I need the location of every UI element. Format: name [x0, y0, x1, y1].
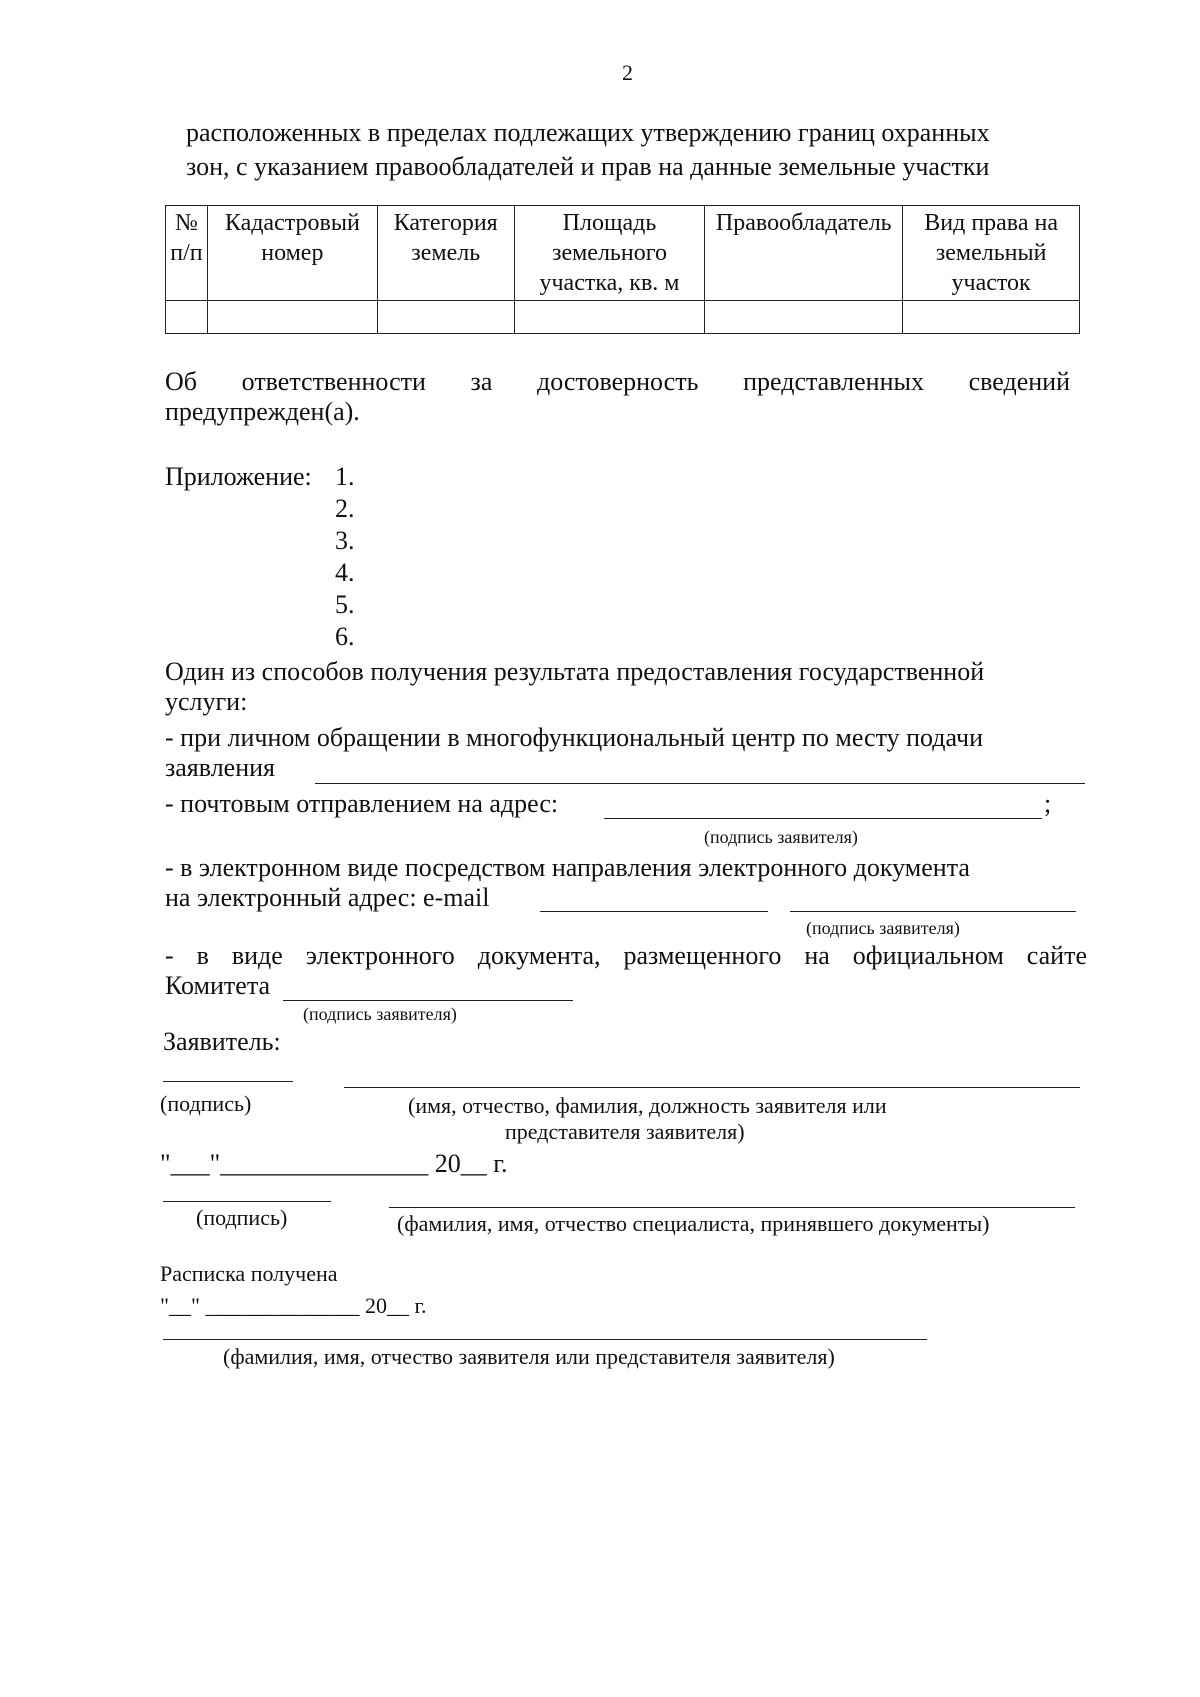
method-4-line-2: Комитета [165, 971, 271, 1000]
attachment-item: 3. [335, 526, 355, 555]
header-right-type: Вид права на земельный участок [903, 206, 1080, 301]
method-1-blank-line[interactable] [315, 783, 1085, 784]
attachment-item: 1. [335, 462, 355, 491]
caption-applicant-name-line-1: (имя, отчество, фамилия, должность заявителя или [408, 1093, 887, 1118]
method-intro-line-1: Один из способов получения результата предоставления государственной [165, 657, 985, 686]
caption-receipt-name: (фамилия, имя, отчество заявителя или представителя заявителя) [223, 1344, 835, 1369]
header-owner: Правообладатель [705, 206, 903, 301]
table-cell[interactable] [166, 301, 208, 334]
specialist-signature-line[interactable] [163, 1201, 331, 1202]
intro-line-2: зон, с указанием правообладателей и прав на данные земельные участки [186, 152, 990, 181]
responsibility-line-2: предупрежден(а). [165, 397, 360, 426]
caption-signature: (подпись) [160, 1091, 252, 1116]
method-2-text: - почтовым отправлением на адрес: [165, 789, 559, 818]
date-line-2[interactable]: "__" ______________ 20__ г. [160, 1293, 427, 1318]
header-area: Площадь земельного участка, кв. м [514, 206, 705, 301]
attachment-item: 6. [335, 622, 355, 651]
attachment-item: 2. [335, 494, 355, 523]
receipt-name-line[interactable] [163, 1339, 927, 1340]
address-blank-line[interactable] [604, 818, 1042, 819]
method-3-line-2: на электронный адрес: e-mail [165, 883, 490, 912]
page-number: 2 [622, 60, 633, 85]
table-cell[interactable] [377, 301, 514, 334]
header-cadastral-number: Кадастровый номер [207, 206, 377, 301]
method-3-line-1: - в электронном виде посредством направления электронного документа [165, 853, 970, 882]
intro-line-1: расположенных в пределах подлежащих утверждению границ охранных [186, 118, 990, 147]
email-blank-line[interactable] [540, 911, 768, 912]
email-signature-line[interactable] [790, 911, 1076, 912]
caption-specialist: (фамилия, имя, отчество специалиста, принявшего документы) [397, 1211, 990, 1236]
header-land-category: Категория земель [377, 206, 514, 301]
applicant-signature-line[interactable] [163, 1081, 293, 1082]
table-cell[interactable] [514, 301, 705, 334]
date-line-1[interactable]: "___"________________ 20__ г. [160, 1149, 508, 1178]
table-cell[interactable] [903, 301, 1080, 334]
table-header-row [166, 206, 1080, 301]
table-row [166, 301, 1080, 334]
signature-caption-2: (подпись заявителя) [806, 918, 960, 938]
attachment-label: Приложение: [165, 462, 312, 491]
header-number: № п/п [166, 206, 208, 301]
attachment-item: 5. [335, 590, 355, 619]
specialist-name-line[interactable] [389, 1207, 1075, 1208]
applicant-label: Заявитель: [163, 1027, 281, 1056]
caption-signature-2: (подпись) [196, 1205, 288, 1230]
signature-caption-3: (подпись заявителя) [303, 1004, 457, 1024]
table-cell[interactable] [207, 301, 377, 334]
receipt-label: Расписка получена [160, 1261, 338, 1286]
method-1-line-2: заявления [165, 753, 276, 782]
attachment-item: 4. [335, 558, 355, 587]
method-intro-line-2: услуги: [165, 687, 248, 716]
applicant-name-line[interactable] [344, 1087, 1080, 1088]
signature-caption-1: (подпись заявителя) [704, 827, 858, 847]
caption-applicant-name-line-2: представителя заявителя) [505, 1119, 745, 1144]
method-2-end: ; [1044, 789, 1052, 818]
method-1-line-1: - при личном обращении в многофункциональный центр по месту подачи [165, 723, 983, 752]
method-4-line-1: - в виде электронного документа, размещенного на официальном сайте [165, 941, 1087, 970]
table-cell[interactable] [705, 301, 903, 334]
responsibility-line-1: Об ответственности за достоверность представленных сведений [165, 367, 1070, 396]
land-plots-table [165, 205, 1080, 334]
site-signature-line[interactable] [283, 1000, 573, 1001]
